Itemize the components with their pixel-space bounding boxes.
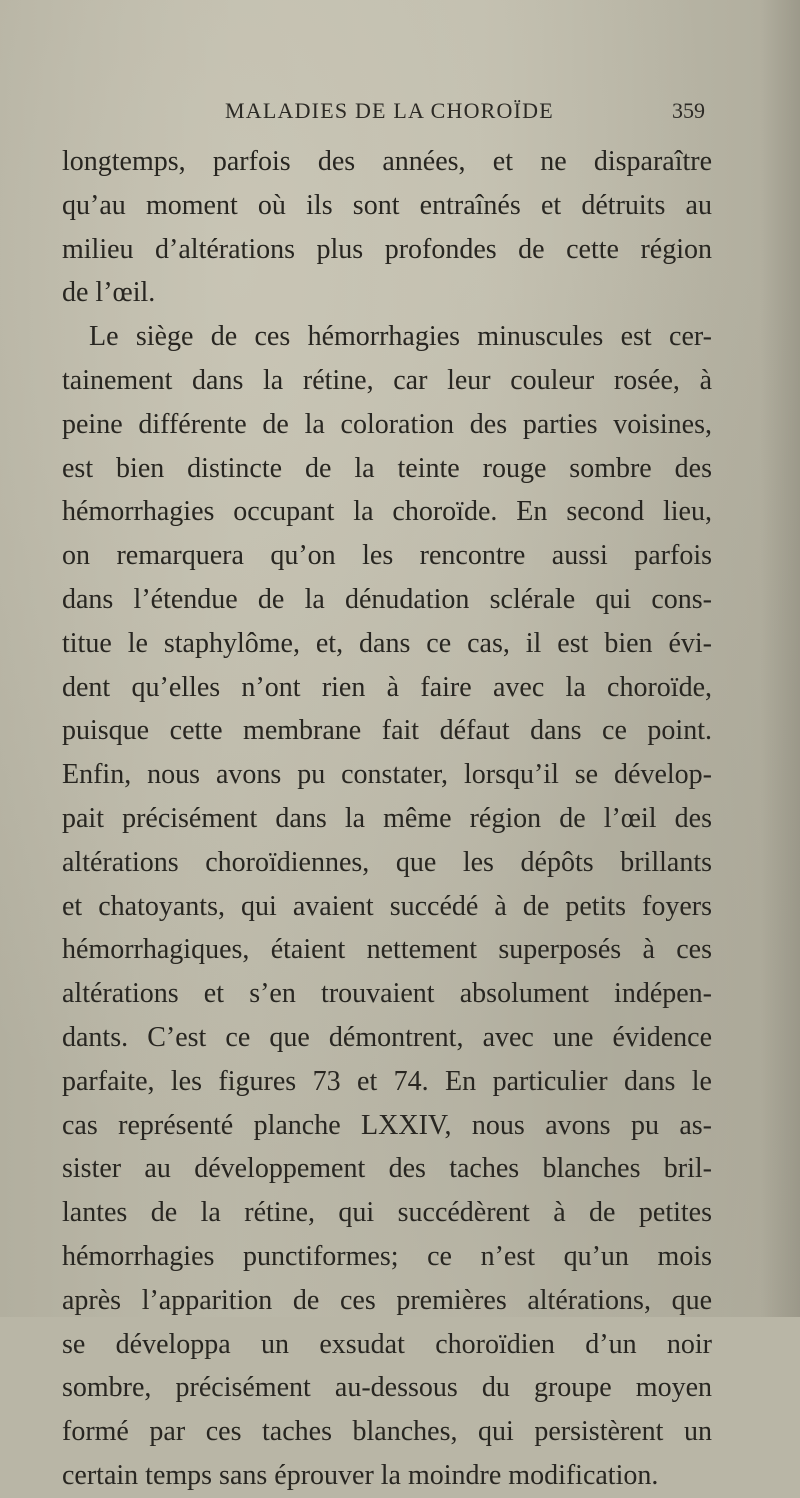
page-number: 359 [672, 98, 705, 123]
text-line: longtemps, parfois des années, et ne disparaître [62, 146, 712, 177]
text-line: lantes de la rétine, qui succédèrent à de petites [62, 1197, 712, 1229]
text-line: se développa un exsudat choroïdien d’un noir [62, 1328, 712, 1360]
running-title: MALADIES DE LA CHOROÏDE [225, 98, 554, 123]
text-line: peine différente de la coloration des parties voisines, [62, 408, 712, 440]
text-line: on remarquera qu’on les rencontre aussi parfois [62, 540, 712, 572]
text-line: certain temps sans éprouver la moindre modification. [62, 1459, 659, 1491]
text-line: Enfin, nous avons pu constater, lorsqu’il se dévelop- [62, 759, 712, 791]
body-text [62, 140, 712, 1498]
text-line: milieu d’altérations plus profondes de cette région [62, 233, 712, 265]
text-line: altérations et s’en trouvaient absolument indépen- [62, 978, 712, 1010]
text-line: hémorrhagies occupant la choroïde. En second lieu, [62, 496, 712, 528]
text-line: de l’œil. [62, 277, 156, 309]
running-head [0, 96, 800, 136]
text-line: tainement dans la rétine, car leur couleur rosée, à [62, 364, 712, 396]
text-line: puisque cette membrane fait défaut dans ce point. [62, 715, 712, 747]
text-line: titue le staphylôme, et, dans ce cas, il est bien évi- [62, 627, 712, 659]
text-line: dent qu’elles n’ont rien à faire avec la choroïde, [62, 671, 712, 703]
text-line: qu’au moment où ils sont entraînés et détruits au [62, 189, 712, 221]
text-line: après l’apparition de ces premières altérations, que [62, 1284, 712, 1316]
text-line: est bien distincte de la teinte rouge sombre des [62, 452, 712, 484]
text-line: sister au développement des taches blanches bril- [62, 1153, 712, 1185]
text-line: pait précisément dans la même région de l’œil des [62, 802, 712, 834]
page-edge-shadow [760, 0, 800, 1317]
text-line: formé par ces taches blanches, qui persistèrent un [62, 1416, 712, 1448]
text-line: et chatoyants, qui avaient succédé à de petits foyers [62, 890, 712, 922]
text-line: hémorrhagies punctiformes; ce n’est qu’un mois [62, 1240, 712, 1272]
text-line: dans l’étendue de la dénudation sclérale qui cons- [62, 583, 712, 615]
text-line: sombre, précisément au-dessous du groupe moyen [62, 1372, 712, 1404]
text-line: hémorrhagiques, étaient nettement superposés à ces [62, 934, 712, 966]
text-line: cas représenté planche LXXIV, nous avons pu as- [62, 1109, 712, 1141]
text-line: parfaite, les figures 73 et 74. En particulier dans le [62, 1065, 712, 1097]
text-line: Le siège de ces hémorrhagies minuscules est cer- [89, 321, 712, 353]
text-line: dants. C’est ce que démontrent, avec une évidence [62, 1021, 712, 1053]
text-line: altérations choroïdiennes, que les dépôts brillants [62, 846, 712, 878]
